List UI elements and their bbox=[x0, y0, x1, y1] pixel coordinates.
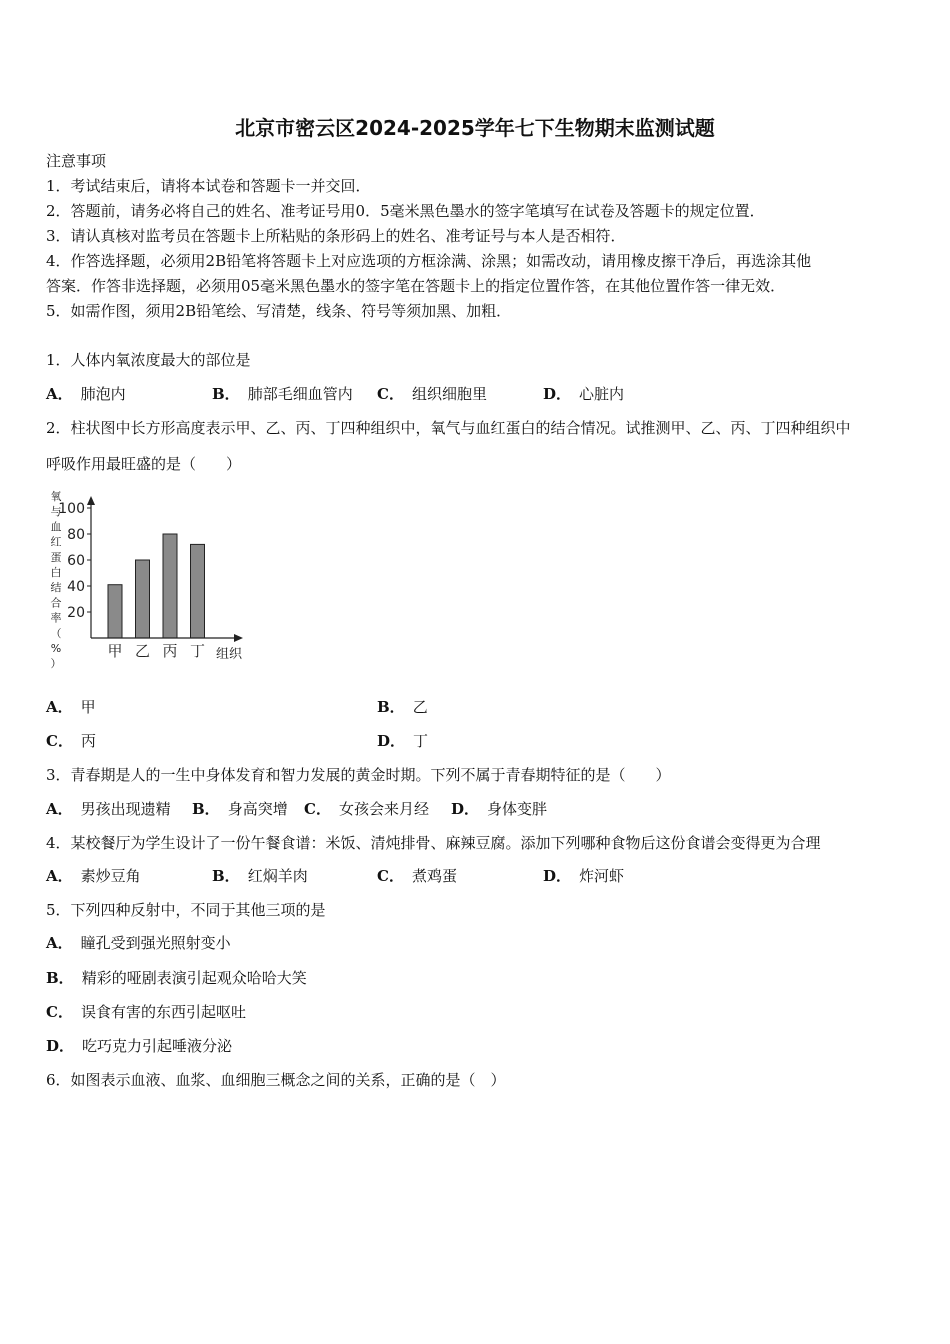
question-stem-continued: 呼吸作用最旺盛的是（ ） bbox=[46, 455, 242, 473]
notice-item: 3．请认真核对监考员在答题卡上所粘贴的条形码上的姓名、准考证号与本人是否相符． bbox=[46, 227, 626, 245]
option-d[interactable] bbox=[46, 1036, 232, 1056]
option-a[interactable] bbox=[46, 384, 126, 404]
y-axis-label-char: 氧 bbox=[50, 490, 62, 503]
option-label: D． bbox=[377, 732, 406, 750]
question-stem: 4．某校餐厅为学生设计了一份午餐食谱：米饭、清炖排骨、麻辣豆腐。添加下列哪种食物后这份食谱会变得更为合理 bbox=[46, 834, 821, 852]
option-b[interactable] bbox=[192, 799, 288, 819]
bar-chart bbox=[46, 488, 256, 683]
option-label: B． bbox=[212, 867, 240, 885]
option-b[interactable] bbox=[377, 697, 428, 717]
option-d[interactable] bbox=[377, 731, 428, 751]
option-label: C． bbox=[377, 385, 404, 403]
option-b[interactable] bbox=[212, 384, 353, 404]
option-a[interactable] bbox=[46, 933, 231, 953]
y-tick-label: 60 bbox=[67, 553, 85, 569]
option-label: A． bbox=[46, 698, 73, 716]
notice-item: 答案．作答非选择题，必须用05毫米黑色墨水的签字笔在答题卡上的指定位置作答，在其他位置作答一律无效． bbox=[46, 277, 786, 295]
option-label: D． bbox=[451, 800, 480, 818]
option-text: 误食有害的东西引起呕吐 bbox=[80, 1003, 246, 1021]
question-stem: 2．柱状图中长方形高度表示甲、乙、丙、丁四种组织中，氧气与血红蛋白的结合情况。试推测甲、乙、丙、丁四种组织中 bbox=[46, 419, 851, 437]
x-tick-label: 丙 bbox=[162, 642, 178, 660]
notice-item: 4．作答选择题，必须用2B铅笔将答题卡上对应选项的方框涂满、涂黑；如需改动，请用橡皮擦干净后，再选涂其他 bbox=[46, 252, 812, 270]
x-axis-arrow bbox=[234, 634, 243, 642]
option-text: 身高突增 bbox=[227, 800, 288, 818]
y-axis-arrow bbox=[87, 496, 95, 505]
option-text: 瞳孔受到强光照射变小 bbox=[80, 934, 231, 952]
question-stem: 1．人体内氧浓度最大的部位是 bbox=[46, 351, 251, 369]
bar bbox=[163, 534, 177, 638]
option-c[interactable] bbox=[304, 799, 429, 819]
notice-item: 5．如需作图，须用2B铅笔绘、写清楚，线条、符号等须加黑、加粗． bbox=[46, 302, 512, 320]
option-d[interactable] bbox=[543, 384, 624, 404]
bar bbox=[136, 560, 150, 638]
option-text: 肺部毛细血管内 bbox=[247, 385, 353, 403]
option-a[interactable] bbox=[46, 799, 171, 819]
option-a[interactable] bbox=[46, 866, 141, 886]
option-text: 红焖羊肉 bbox=[247, 867, 308, 885]
x-axis-label: 组织 bbox=[216, 647, 243, 662]
option-label: A． bbox=[46, 934, 73, 952]
option-text: 炸河虾 bbox=[579, 867, 625, 885]
y-axis-label-char: 结 bbox=[50, 581, 62, 595]
option-text: 心脏内 bbox=[579, 385, 625, 403]
page-title: 北京市密云区2024-2025学年七下生物期末监测试题 bbox=[235, 116, 715, 140]
option-label: D． bbox=[46, 1037, 75, 1055]
y-axis-label-char: 红 bbox=[50, 535, 62, 549]
y-axis-label-char: （ bbox=[50, 626, 62, 640]
y-axis-label-char: 合 bbox=[50, 596, 62, 610]
y-tick-label: 100 bbox=[58, 501, 85, 517]
x-tick-label: 甲 bbox=[107, 642, 123, 660]
option-text: 素炒豆角 bbox=[80, 867, 141, 885]
option-d[interactable] bbox=[543, 866, 624, 886]
y-axis-label-char: ） bbox=[50, 657, 62, 671]
option-c[interactable] bbox=[377, 866, 457, 886]
notice-item: 1．考试结束后，请将本试卷和答题卡一并交回． bbox=[46, 177, 371, 195]
option-b[interactable] bbox=[212, 866, 308, 886]
question-stem: 3．青春期是人的一生中身体发育和智力发展的黄金时期。下列不属于青春期特征的是（ ） bbox=[46, 766, 671, 784]
option-label: D． bbox=[543, 385, 572, 403]
y-axis-label-char: 血 bbox=[50, 520, 62, 534]
option-label: C． bbox=[304, 800, 331, 818]
option-label: C． bbox=[46, 1003, 73, 1021]
option-text: 丁 bbox=[413, 732, 429, 750]
option-text: 甲 bbox=[80, 698, 96, 716]
option-label: B． bbox=[192, 800, 220, 818]
option-label: B． bbox=[377, 698, 405, 716]
option-text: 肺泡内 bbox=[80, 385, 126, 403]
notice-item: 2．答题前，请务必将自己的姓名、准考证号用0．5毫米黑色墨水的签字笔填写在试卷及答题卡的规定位置． bbox=[46, 202, 765, 220]
option-text: 组织细胞里 bbox=[411, 385, 487, 403]
option-text: 身体变胖 bbox=[487, 800, 548, 818]
option-b[interactable] bbox=[46, 968, 307, 988]
option-label: C． bbox=[46, 732, 73, 750]
question-stem: 6．如图表示血液、血浆、血细胞三概念之间的关系，正确的是（ ） bbox=[46, 1071, 506, 1089]
option-text: 女孩会来月经 bbox=[338, 800, 429, 818]
option-label: D． bbox=[543, 867, 572, 885]
option-label: B． bbox=[46, 969, 74, 987]
option-c[interactable] bbox=[377, 384, 487, 404]
option-c[interactable] bbox=[46, 1002, 246, 1022]
y-axis-label-char: 白 bbox=[50, 566, 62, 579]
option-text: 煮鸡蛋 bbox=[411, 867, 457, 885]
bar bbox=[108, 585, 122, 638]
option-c[interactable] bbox=[46, 731, 96, 751]
option-label: B． bbox=[212, 385, 240, 403]
option-label: C． bbox=[377, 867, 404, 885]
y-axis-label-char: 蛋 bbox=[50, 550, 62, 564]
option-text: 乙 bbox=[412, 698, 428, 716]
option-text: 男孩出现遗精 bbox=[80, 800, 171, 818]
option-label: A． bbox=[46, 800, 73, 818]
option-text: 吃巧克力引起唾液分泌 bbox=[82, 1037, 233, 1055]
y-tick-label: 80 bbox=[67, 527, 85, 543]
y-axis-label-char: 率 bbox=[50, 611, 62, 625]
y-axis-label-char: % bbox=[50, 642, 62, 655]
y-tick-label: 20 bbox=[67, 605, 85, 621]
option-text: 精彩的哑剧表演引起观众哈哈大笑 bbox=[81, 969, 307, 987]
option-a[interactable] bbox=[46, 697, 96, 717]
x-tick-label: 乙 bbox=[134, 642, 151, 660]
option-text: 丙 bbox=[80, 732, 96, 750]
bar bbox=[191, 544, 205, 638]
y-tick-label: 40 bbox=[67, 579, 85, 595]
notice-heading: 注意事项 bbox=[46, 152, 107, 170]
option-label: A． bbox=[46, 867, 73, 885]
option-label: A． bbox=[46, 385, 73, 403]
x-tick-label: 丁 bbox=[189, 642, 206, 660]
y-axis-label-char: 与 bbox=[50, 505, 62, 519]
question-stem: 5．下列四种反射中，不同于其他三项的是 bbox=[46, 901, 326, 919]
option-d[interactable] bbox=[451, 799, 547, 819]
